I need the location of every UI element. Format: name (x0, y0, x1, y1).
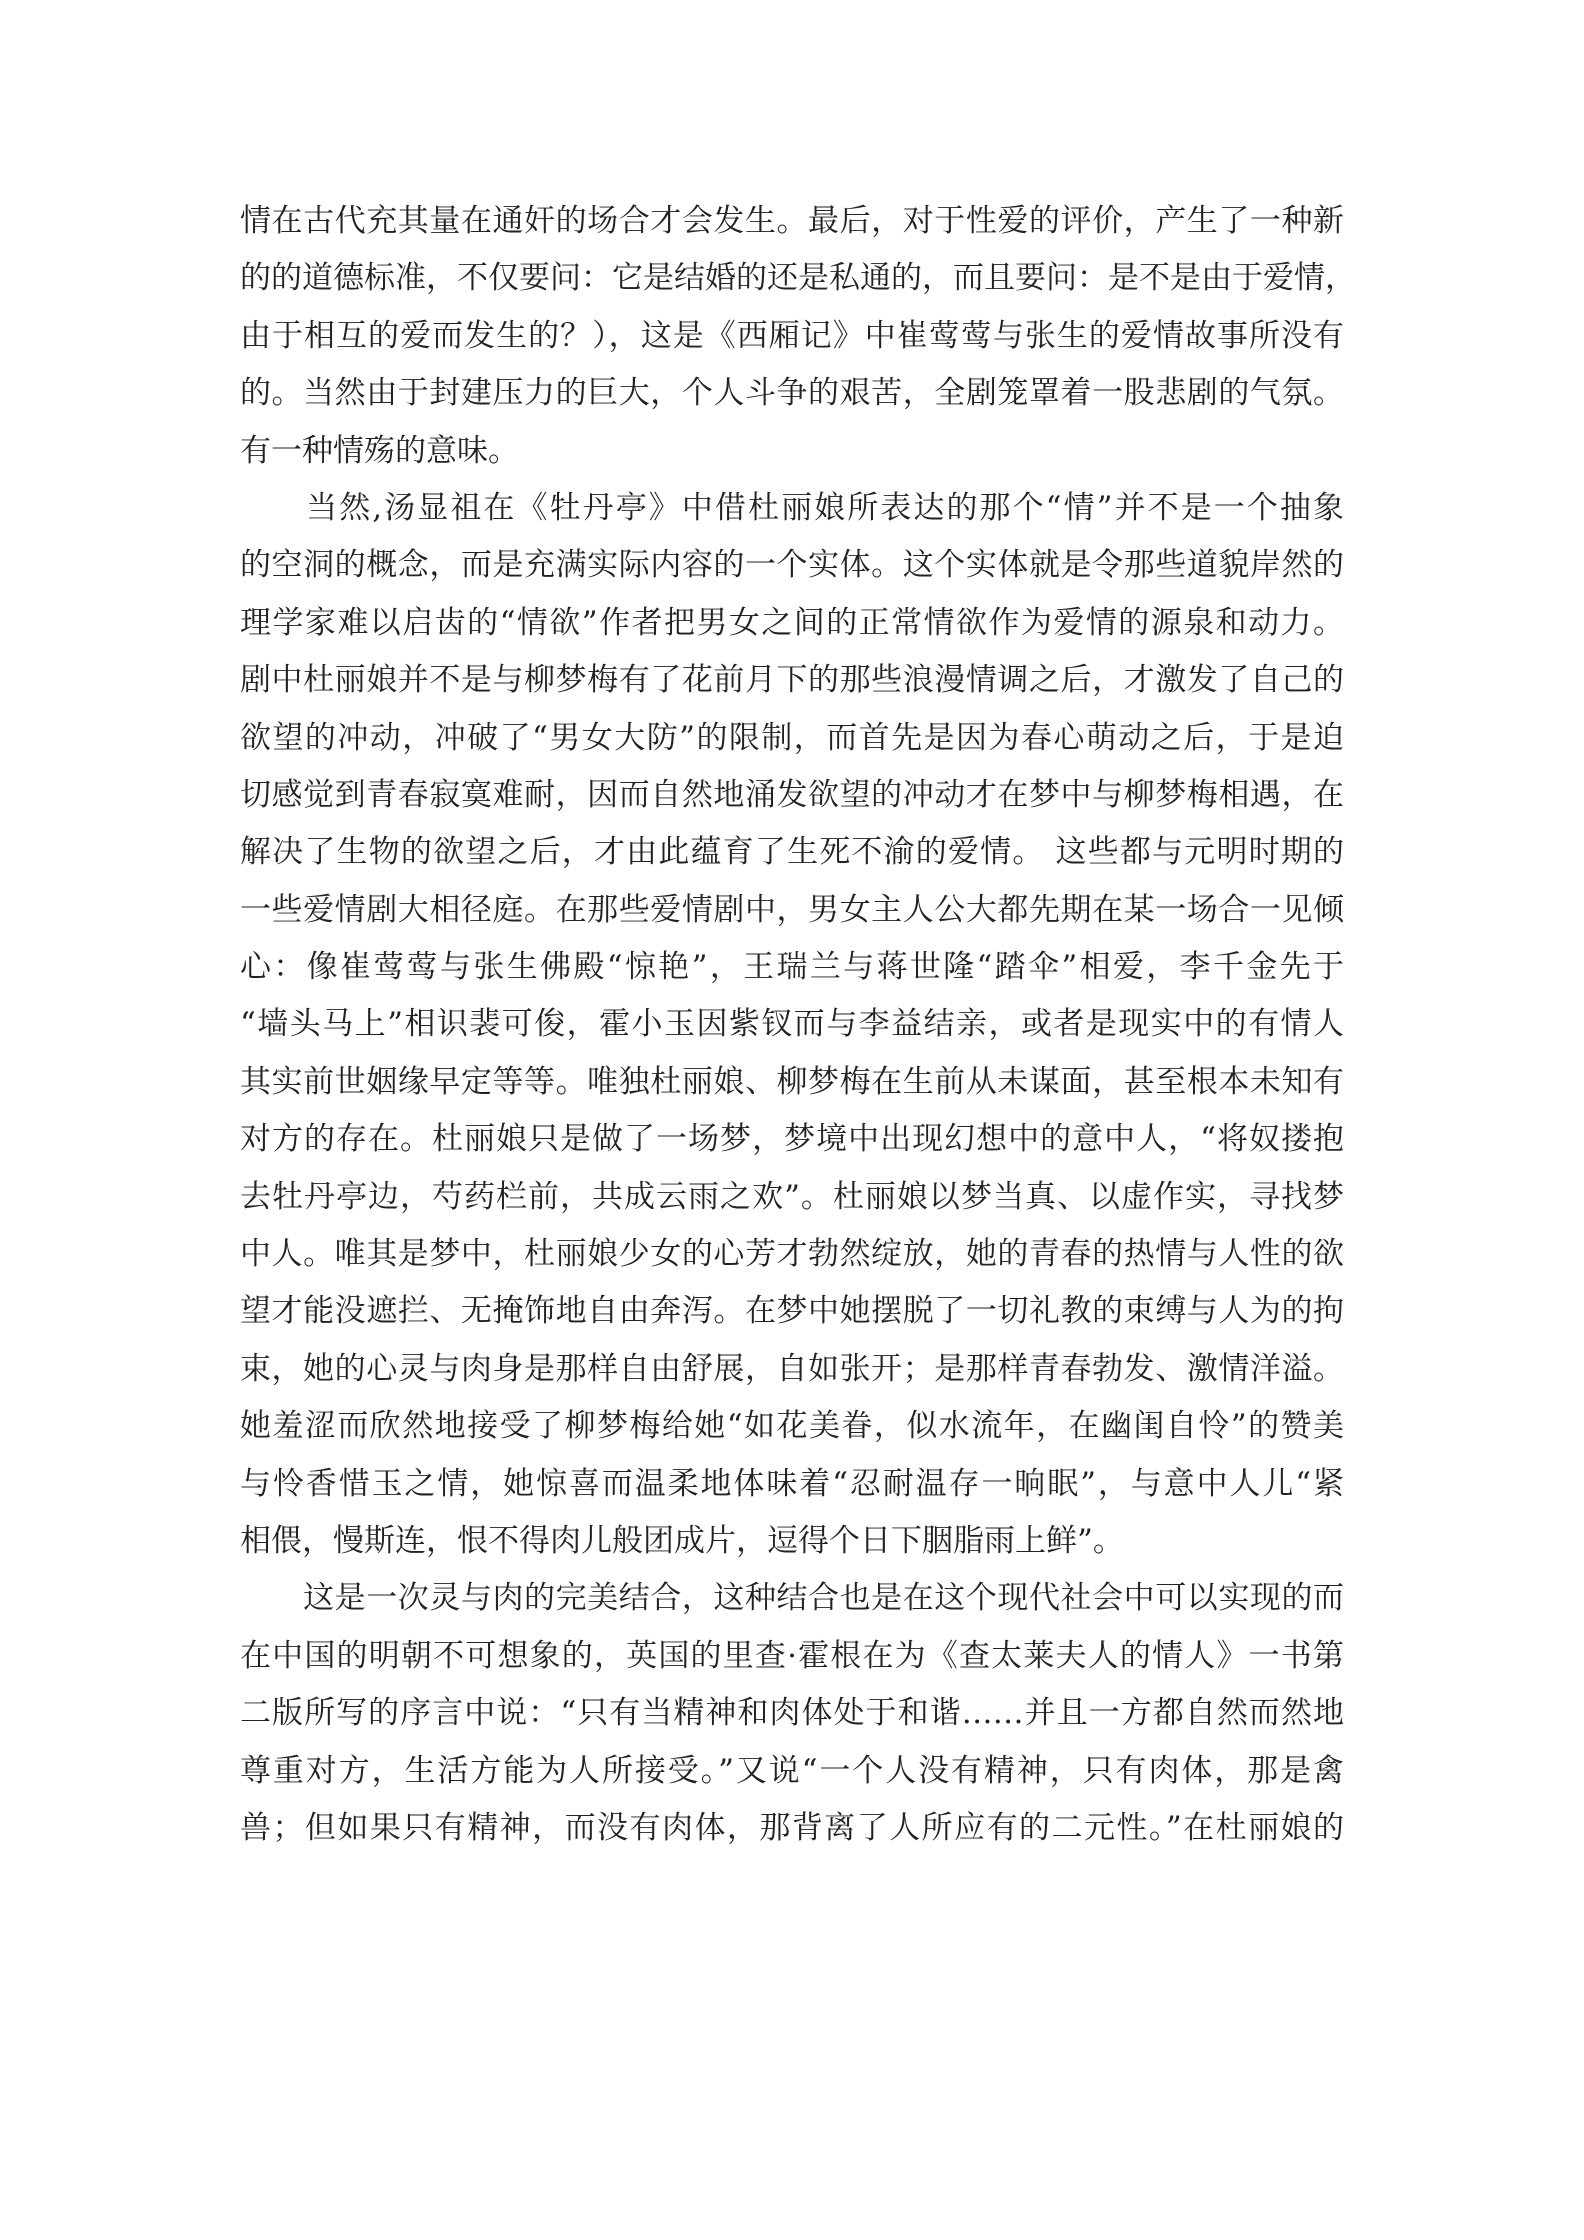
text-line: 这是一次灵与肉的完美结合，这种结合也是在这个现代社会中可以实现的而 (240, 1580, 1344, 1617)
text-line: 一些爱情剧大相径庭。在那些爱情剧中，男女主人公大都先期在某一场合一见倾 (240, 891, 1344, 928)
text-line: 二版所写的序言中说：“只有当精神和肉体处于和谐……并且一方都自然而然地 (240, 1695, 1344, 1732)
text-line: 由于相互的爱而发生的？），这是《西厢记》中崔莺莺与张生的爱情故事所没有 (240, 317, 1344, 354)
text-line: 切感觉到青春寂寞难耐，因而自然地涌发欲望的冲动才在梦中与柳梦梅相遇，在 (240, 776, 1344, 813)
text-line: 当然,汤显祖在《牡丹亭》中借杜丽娘所表达的那个“情”并不是一个抽象 (240, 489, 1344, 526)
text-line: 的。当然由于封建压力的巨大，个人斗争的艰苦，全剧笼罩着一股悲剧的气氛。 (240, 375, 1344, 412)
text-line: 解决了生物的欲望之后，才由此蕴育了生死不渝的爱情。 这些都与元明时期的 (240, 834, 1344, 871)
text-line: 在中国的明朝不可想象的，英国的里查·霍根在为《查太莱夫人的情人》一书第 (240, 1637, 1344, 1674)
text-line: 她羞涩而欣然地接受了柳梦梅给她“如花美眷，似水流年，在幽闺自怜”的赞美 (240, 1408, 1344, 1445)
text-line: 兽；但如果只有精神，而没有肉体，那背离了人所应有的二元性。”在杜丽娘的 (240, 1809, 1344, 1846)
text-line: 理学家难以启齿的“情欲”作者把男女之间的正常情欲作为爱情的源泉和动力。 (240, 604, 1344, 641)
text-line: 对方的存在。杜丽娘只是做了一场梦，梦境中出现幻想中的意中人，“将奴搂抱 (240, 1121, 1344, 1158)
text-line: 心：像崔莺莺与张生佛殿“惊艳”，王瑞兰与蒋世隆“踏伞”相爱，李千金先于 (240, 949, 1344, 986)
text-line: 其实前世姻缘早定等等。唯独杜丽娘、柳梦梅在生前从未谋面，甚至根本未知有 (240, 1063, 1344, 1100)
text-line: 去牡丹亭边，芍药栏前，共成云雨之欢”。杜丽娘以梦当真、以虚作实，寻找梦 (240, 1178, 1344, 1215)
text-line: 望才能没遮拦、无掩饰地自由奔泻。在梦中她摆脱了一切礼教的束缚与人为的拘 (240, 1293, 1344, 1330)
text-line: 情在古代充其量在通奸的场合才会发生。最后，对于性爱的评价，产生了一种新 (240, 203, 1344, 239)
text-line: 的空洞的概念，而是充满实际内容的一个实体。这个实体就是令那些道貌岸然的 (240, 547, 1344, 584)
text-line: 的的道德标准，不仅要问：它是结婚的还是私通的，而且要问：是不是由于爱情， (240, 260, 1356, 297)
body-text (240, 193, 1356, 1857)
text-line: 束，她的心灵与肉身是那样自由舒展，自如张开；是那样青春勃发、激情洋溢。 (240, 1350, 1344, 1387)
text-line: 剧中杜丽娘并不是与柳梦梅有了花前月下的那些浪漫情调之后，才激发了自己的 (240, 662, 1344, 699)
text-line: 与怜香惜玉之情，她惊喜而温柔地体味着“忍耐温存一晌眠”，与意中人儿“紧 (240, 1465, 1344, 1502)
text-line: “墙头马上”相识裴可俊，霍小玉因紫钗而与李益结亲，或者是现实中的有情人 (240, 1006, 1344, 1043)
text-line: 中人。唯其是梦中，杜丽娘少女的心芳才勃然绽放，她的青春的热情与人性的欲 (240, 1236, 1344, 1273)
text-line: 尊重对方，生活方能为人所接受。”又说“一个人没有精神，只有肉体，那是禽 (240, 1752, 1344, 1789)
text-line: 相偎，慢斯连，恨不得肉儿般团成片，逗得个日下胭脂雨上鲜”。 (240, 1522, 1124, 1559)
text-line: 欲望的冲动，冲破了“男女大防”的限制，而首先是因为春心萌动之后，于是迫 (240, 719, 1344, 756)
text-line: 有一种情殇的意味。 (240, 432, 519, 469)
